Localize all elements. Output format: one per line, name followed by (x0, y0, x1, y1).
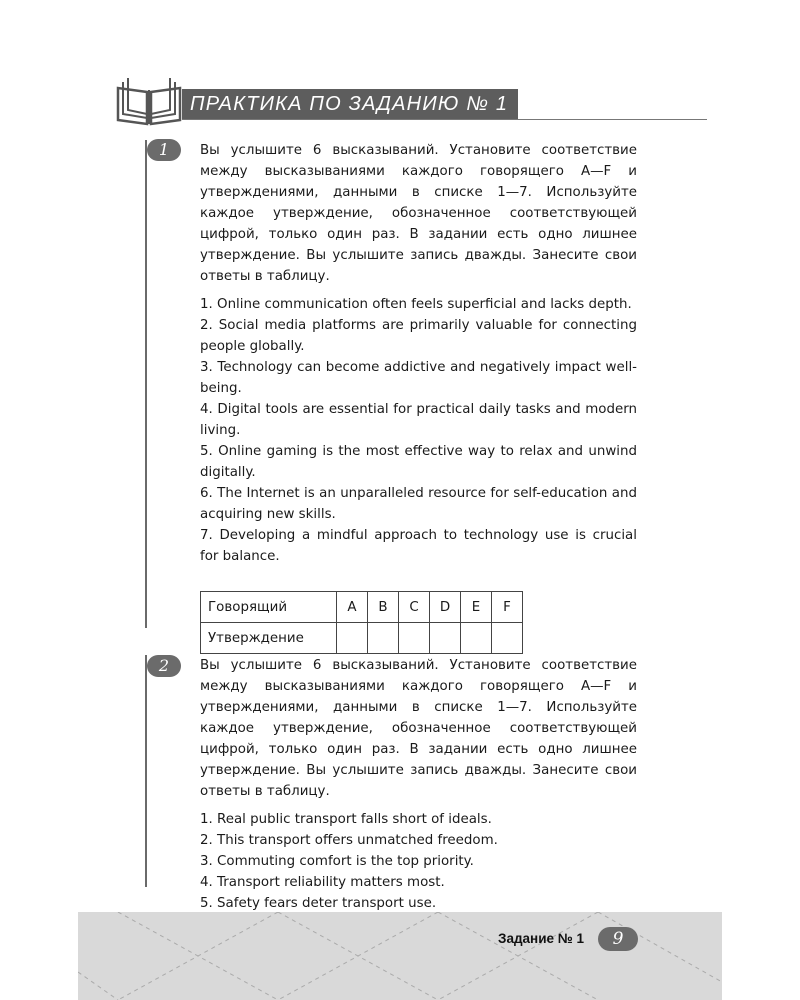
task-2-option: 1. Real public transport falls short of ideals. (200, 812, 492, 827)
statement-row (201, 623, 523, 654)
page-number-badge: 9 (598, 927, 638, 951)
header-divider (182, 119, 707, 120)
speaker-cell: E (461, 592, 492, 623)
task-2-body (200, 655, 637, 914)
task-1-option: 2. Social media platforms are primarily valuable for connecting people globally. (200, 318, 637, 354)
page-title: ПРАКТИКА ПО ЗАДАНИЮ № 1 (190, 93, 509, 115)
task-1-margin-line (145, 140, 147, 628)
answer-cell[interactable] (430, 623, 461, 654)
task-1-option: 5. Online gaming is the most effective way to relax and unwind digitally. (200, 444, 637, 480)
answer-cell[interactable] (461, 623, 492, 654)
open-book-icon (114, 74, 184, 126)
task-1-answer-table (200, 591, 523, 654)
task-1-options (200, 294, 637, 567)
task-1-option: 3. Technology can become addictive and negatively impact well-being. (200, 360, 637, 396)
task-1-body (200, 140, 637, 654)
task-1-option: 7. Developing a mindful approach to technology use is crucial for balance. (200, 528, 637, 564)
answer-cell[interactable] (368, 623, 399, 654)
answer-cell[interactable] (399, 623, 430, 654)
task-2-instruction: Вы услышите 6 высказываний. Установите соответствие между высказываниями каждого говорящего A—F и утверждениями, данными в списке 1—7. Используйте каждое утверждение, обозначенное соответствующей цифрой, только один раз. В задании есть одно лишнее утверждение. Вы услышите запись дважды. Занесите свои ответы в таблицу. (200, 658, 637, 799)
task-2-number-badge: 2 (147, 655, 181, 677)
task-1-instruction: Вы услышите 6 высказываний. Установите соответствие между высказываниями каждого говорящего A—F и утверждениями, данными в списке 1—7. Используйте каждое утверждение, обозначенное соответствующей цифрой, только один раз. В задании есть одно лишнее утверждение. Вы услышите запись дважды. Занесите свои ответы в таблицу. (200, 143, 637, 284)
page-footer (78, 912, 722, 1000)
footer-task-label: Задание № 1 (498, 931, 585, 946)
footer-pattern (78, 912, 722, 1000)
task-2-options (200, 809, 637, 914)
speaker-cell: A (337, 592, 368, 623)
task-1-option: 6. The Internet is an unparalleled resource for self-education and acquiring new skills. (200, 486, 637, 522)
statement-row-label: Утверждение (201, 623, 337, 654)
task-2-option: 3. Commuting comfort is the top priority. (200, 854, 474, 869)
speaker-row-label: Говорящий (201, 592, 337, 623)
task-1-option: 1. Online communication often feels superficial and lacks depth. (200, 297, 632, 312)
answer-cell[interactable] (492, 623, 523, 654)
speaker-cell: D (430, 592, 461, 623)
task-2-option: 2. This transport offers unmatched freedom. (200, 833, 498, 848)
task-2-option: 4. Transport reliability matters most. (200, 875, 445, 890)
task-1-number-badge: 1 (147, 139, 181, 161)
task-2-margin-line (145, 655, 147, 887)
speaker-cell: B (368, 592, 399, 623)
speaker-cell: F (492, 592, 523, 623)
task-2-option: 5. Safety fears deter transport use. (200, 896, 437, 911)
answer-cell[interactable] (337, 623, 368, 654)
speaker-row (201, 592, 523, 623)
speaker-cell: C (399, 592, 430, 623)
task-1-option: 4. Digital tools are essential for practical daily tasks and modern living. (200, 402, 637, 438)
